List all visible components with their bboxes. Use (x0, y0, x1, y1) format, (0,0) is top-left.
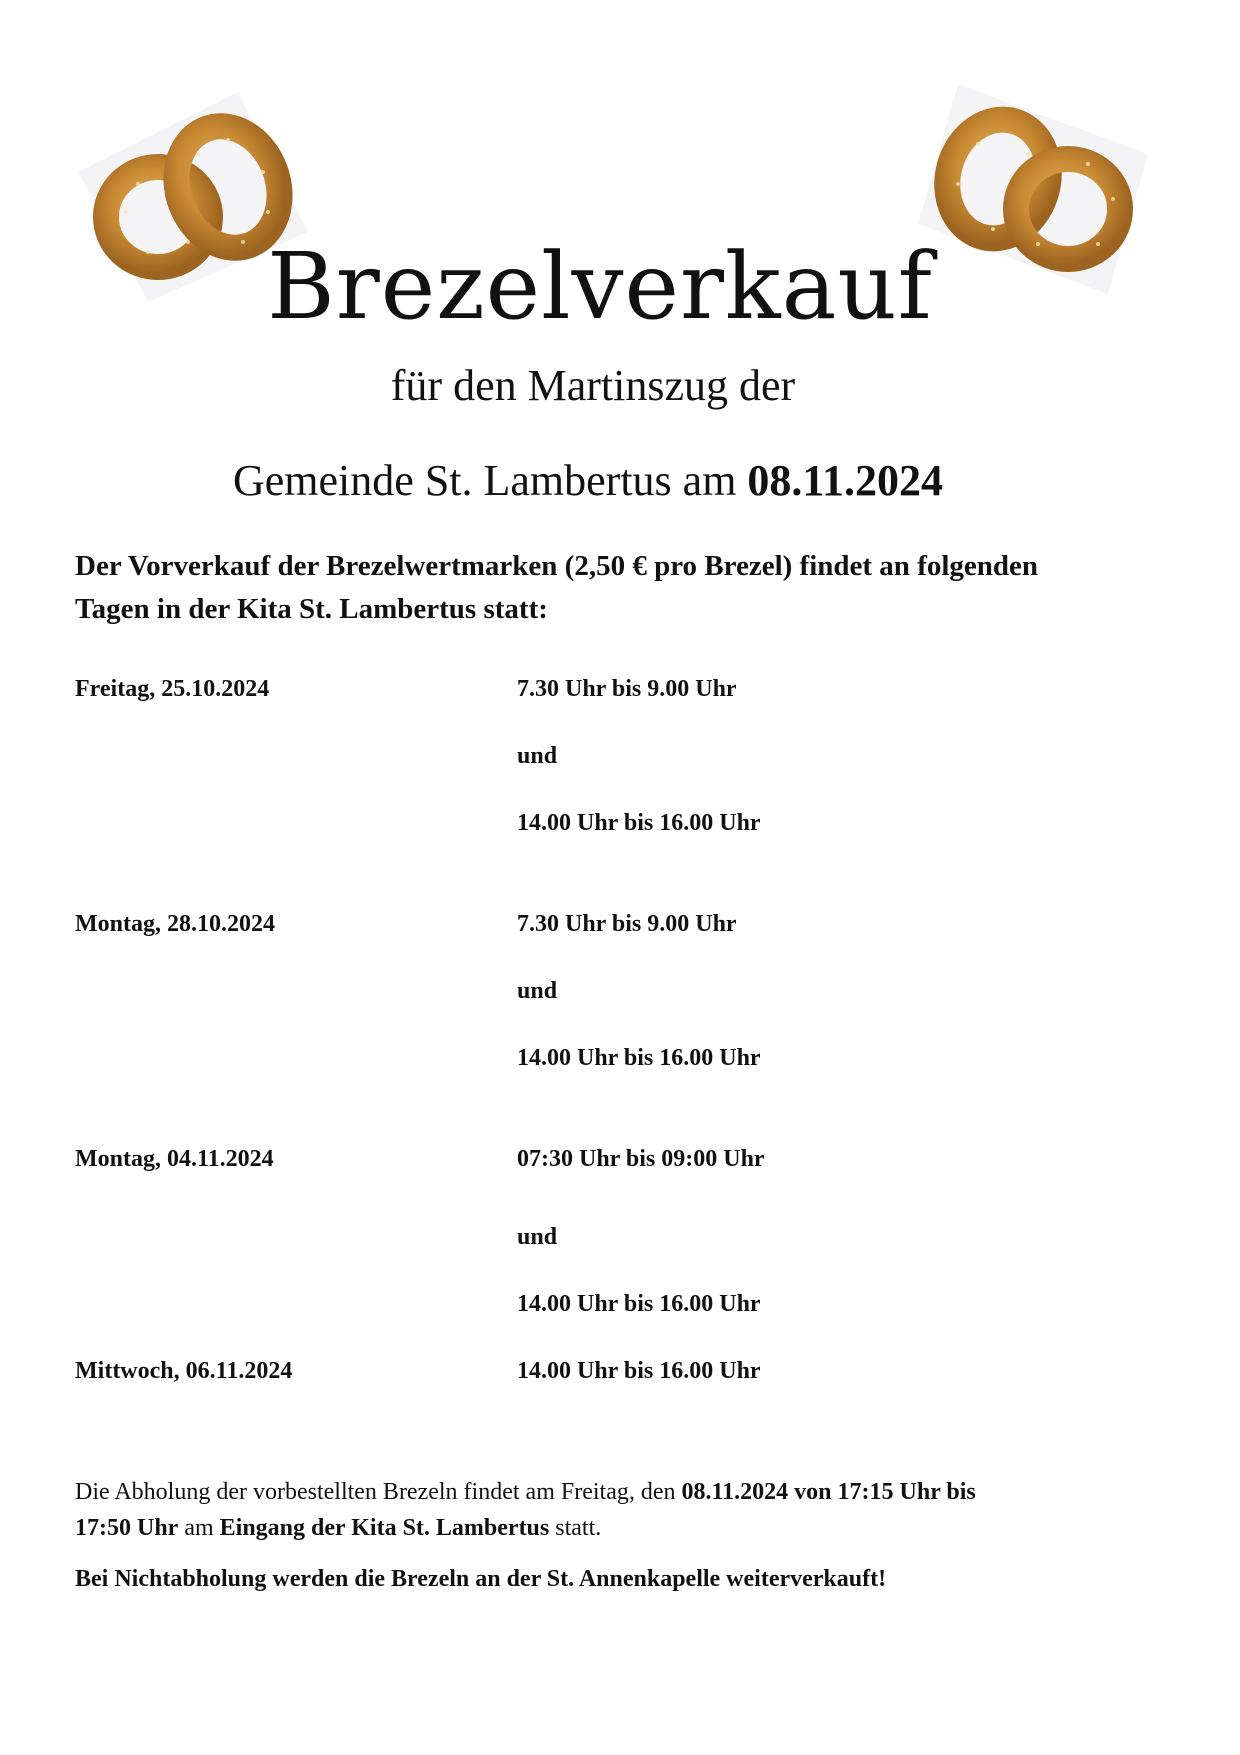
intro-line-1: Der Vorverkauf der Brezelwertmarken (2,50 € pro Brezel) findet an folgenden (75, 550, 1039, 582)
schedule-day-4: Mittwoch, 06.11.2024 (75, 1358, 293, 1384)
schedule-time-1a: 7.30 Uhr bis 9.00 Uhr (517, 676, 737, 702)
subtitle-line-2 (0, 453, 1176, 509)
schedule-day-1: Freitag, 25.10.2024 (75, 676, 270, 702)
pickup-end-time: 17:50 Uhr (75, 1515, 179, 1541)
schedule-connector-2: und (517, 978, 558, 1004)
schedule-time-2b: 14.00 Uhr bis 16.00 Uhr (517, 1045, 761, 1071)
schedule-time-4a: 14.00 Uhr bis 16.00 Uhr (517, 1358, 761, 1384)
event-date: 08.11.2024 (747, 456, 943, 505)
pickup-text-1: Die Abholung der vorbestellten Brezeln findet am Freitag, den (75, 1479, 682, 1505)
pickup-location: Eingang der Kita St. Lambertus (219, 1515, 550, 1541)
schedule-time-2a: 7.30 Uhr bis 9.00 Uhr (517, 911, 737, 937)
pickup-text-2: am (178, 1515, 220, 1541)
schedule-time-3b: 14.00 Uhr bis 16.00 Uhr (517, 1291, 761, 1317)
schedule-time-3a: 07:30 Uhr bis 09:00 Uhr (517, 1146, 765, 1172)
schedule-time-1b: 14.00 Uhr bis 16.00 Uhr (517, 810, 761, 836)
schedule-connector-1: und (517, 743, 558, 769)
schedule-day-3: Montag, 04.11.2024 (75, 1146, 274, 1172)
subtitle-line-1: für den Martinszug der (390, 361, 796, 410)
pickup-text-3: statt. (549, 1515, 602, 1541)
intro-paragraph (75, 545, 1135, 631)
page-title: Brezelverkauf (267, 233, 933, 340)
non-pickup-notice: Bei Nichtabholung werden die Brezeln an der St. Annenkapelle weiterverkauft! (75, 1566, 887, 1592)
pickup-date-time: 08.11.2024 von 17:15 Uhr bis (681, 1479, 976, 1505)
schedule-day-2: Montag, 28.10.2024 (75, 911, 275, 937)
intro-line-2: Tagen in der Kita St. Lambertus statt: (75, 593, 548, 625)
pickup-paragraph (75, 1474, 1135, 1546)
schedule-connector-3: und (517, 1224, 558, 1250)
subtitle-line-2-prefix: Gemeinde St. Lambertus am (233, 456, 748, 505)
